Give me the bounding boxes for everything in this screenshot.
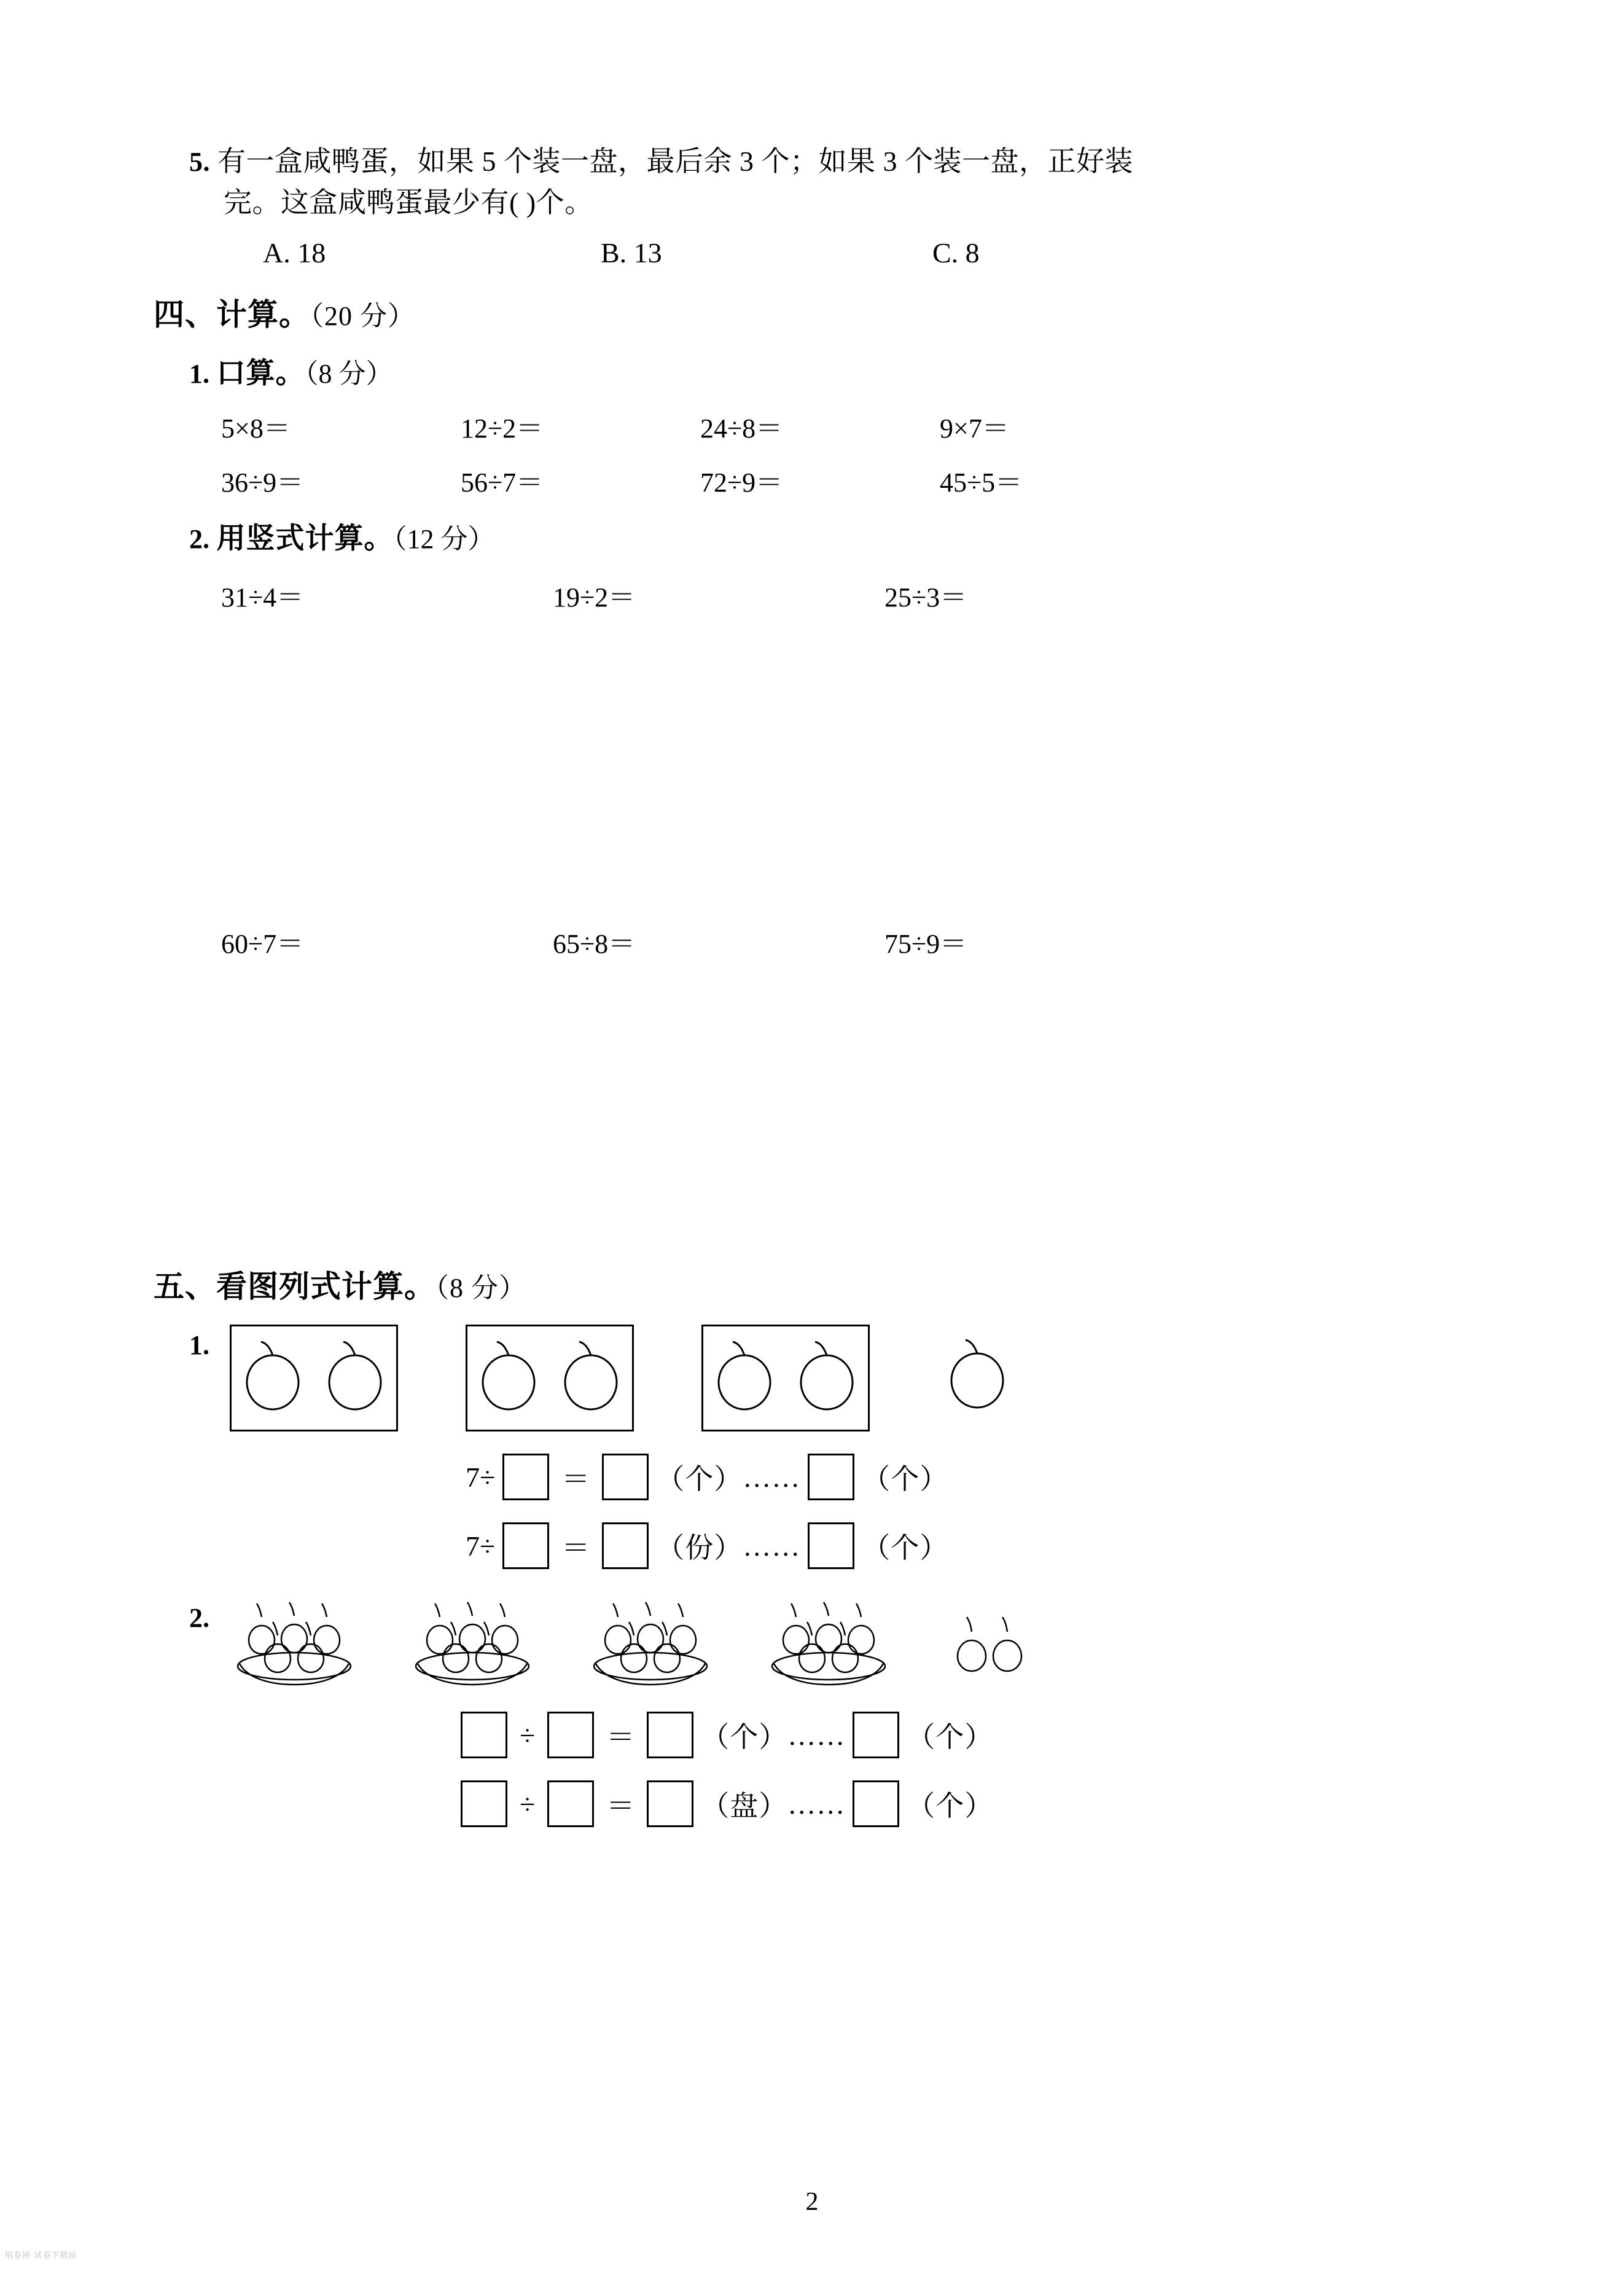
item-1-number: 1. bbox=[189, 1330, 209, 1361]
apple-icon bbox=[475, 1338, 542, 1418]
answer-blank[interactable] bbox=[547, 1712, 594, 1758]
section-5-score: （8 分） bbox=[435, 1273, 526, 1304]
oral-expression: 24÷8＝ bbox=[700, 413, 783, 444]
question-5 bbox=[189, 141, 1474, 269]
question-5-choices bbox=[263, 237, 1474, 269]
eq-dots: …… bbox=[743, 1530, 801, 1562]
answer-blank[interactable] bbox=[502, 1454, 549, 1500]
answer-blank[interactable] bbox=[853, 1712, 899, 1758]
answer-blank[interactable] bbox=[853, 1780, 899, 1827]
eq-unit-2: （个） bbox=[862, 1532, 949, 1564]
oral-expression: 36÷9＝ bbox=[221, 468, 304, 498]
section-4-score: （20 分） bbox=[310, 301, 415, 332]
apple-box bbox=[701, 1325, 870, 1431]
section-4-title-text: 四、计算。 bbox=[154, 297, 310, 332]
answer-blank[interactable] bbox=[461, 1780, 507, 1827]
eq-equals: ＝ bbox=[561, 1463, 590, 1495]
page-number: 2 bbox=[805, 2188, 819, 2216]
plate-with-pears-icon bbox=[408, 1597, 561, 1690]
eq-unit-2: （个） bbox=[907, 1790, 994, 1822]
vertical-expression: 19÷2＝ bbox=[553, 582, 636, 613]
apple-icon bbox=[557, 1338, 625, 1418]
pear-icon bbox=[942, 1597, 1047, 1690]
vertical-expression: 31÷4＝ bbox=[221, 582, 304, 613]
eq-equals: ＝ bbox=[606, 1790, 635, 1822]
oral-expression: 56÷7＝ bbox=[461, 468, 544, 498]
sub-2-number: 2. bbox=[189, 524, 209, 555]
answer-blank[interactable] bbox=[547, 1780, 594, 1827]
oral-row-2 bbox=[221, 460, 1474, 499]
pear-plate bbox=[586, 1597, 740, 1690]
answer-blank[interactable] bbox=[602, 1522, 649, 1569]
item-1-equation-2 bbox=[466, 1522, 1474, 1569]
eq-divide: ÷ bbox=[520, 1719, 536, 1751]
choice-b[interactable]: B. 13 bbox=[601, 237, 662, 269]
work-space-2 bbox=[154, 961, 1474, 1225]
item-1-equation-1 bbox=[466, 1454, 1474, 1500]
pear-illustration bbox=[230, 1597, 1474, 1690]
section-5-item-1 bbox=[189, 1325, 1474, 1569]
apple-icon bbox=[711, 1338, 778, 1418]
item-2-number: 2. bbox=[189, 1603, 209, 1634]
question-5-number: 5. bbox=[189, 147, 210, 177]
loose-pears bbox=[942, 1597, 1047, 1690]
vertical-expression: 60÷7＝ bbox=[221, 929, 304, 960]
question-5-text-1: 有一盒咸鸭蛋，如果 5 个装一盘，最后余 3 个；如果 3 个装一盘，正好装 bbox=[217, 146, 1133, 177]
apple-box bbox=[230, 1325, 398, 1431]
page-content bbox=[154, 141, 1474, 1827]
eq-start: 7÷ bbox=[466, 1530, 496, 1562]
sub-1-number: 1. bbox=[189, 359, 209, 390]
choice-c[interactable]: C. 8 bbox=[932, 237, 980, 269]
eq-divide: ÷ bbox=[520, 1788, 536, 1820]
section-5-item-2 bbox=[189, 1597, 1474, 1827]
pear-plate bbox=[764, 1597, 918, 1690]
section-4-sub-2 bbox=[189, 515, 1474, 557]
sub-1-label: 口算。 bbox=[216, 358, 305, 390]
eq-unit-2: （个） bbox=[862, 1463, 949, 1495]
vertical-expression: 75÷9＝ bbox=[884, 929, 967, 960]
plate-with-pears-icon bbox=[764, 1597, 918, 1690]
answer-blank[interactable] bbox=[602, 1454, 649, 1500]
eq-equals: ＝ bbox=[606, 1721, 635, 1753]
eq-dots: …… bbox=[787, 1788, 846, 1820]
plate-with-pears-icon bbox=[230, 1597, 383, 1690]
pear-plate bbox=[230, 1597, 383, 1690]
section-4 bbox=[154, 290, 1474, 1225]
item-2-equation-2 bbox=[453, 1780, 1474, 1827]
section-5-title-text: 五、看图列式计算。 bbox=[154, 1269, 435, 1304]
section-4-title bbox=[154, 290, 1474, 334]
eq-unit-2: （个） bbox=[907, 1721, 994, 1753]
eq-dots: …… bbox=[743, 1461, 801, 1493]
sub-1-score: （8 分） bbox=[305, 359, 393, 390]
answer-blank[interactable] bbox=[647, 1780, 693, 1827]
eq-equals: ＝ bbox=[561, 1532, 590, 1564]
answer-blank[interactable] bbox=[808, 1454, 854, 1500]
section-5-title bbox=[154, 1262, 1474, 1306]
watermark: 组卷网·试卷下载站 bbox=[5, 2250, 77, 2260]
eq-unit-1: （份） bbox=[656, 1532, 743, 1564]
oral-expression: 9×7＝ bbox=[940, 413, 1009, 444]
item-2-equation-1 bbox=[453, 1712, 1474, 1758]
answer-blank[interactable] bbox=[461, 1712, 507, 1758]
eq-dots: …… bbox=[787, 1719, 846, 1751]
answer-blank[interactable] bbox=[502, 1522, 549, 1569]
vertical-expression: 65÷8＝ bbox=[553, 929, 636, 960]
loose-apple bbox=[937, 1325, 1017, 1428]
apple-icon bbox=[793, 1338, 861, 1418]
question-5-line-1 bbox=[189, 141, 1474, 182]
eq-unit-1: （个） bbox=[656, 1463, 743, 1495]
oral-expression: 72÷9＝ bbox=[700, 468, 783, 498]
pear-plate bbox=[408, 1597, 561, 1690]
section-5 bbox=[154, 1262, 1474, 1827]
eq-unit-1: （盘） bbox=[701, 1790, 788, 1822]
eq-start: 7÷ bbox=[466, 1461, 496, 1493]
answer-blank[interactable] bbox=[647, 1712, 693, 1758]
vertical-row-2 bbox=[221, 922, 1474, 961]
section-4-sub-1 bbox=[189, 350, 1474, 391]
question-5-line-2: 完。这盒咸鸭蛋最少有( )个。 bbox=[224, 186, 593, 218]
answer-blank[interactable] bbox=[808, 1522, 854, 1569]
apple-box bbox=[466, 1325, 634, 1431]
work-space-1 bbox=[154, 614, 1474, 903]
vertical-row-1 bbox=[221, 575, 1474, 614]
oral-expression: 45÷5＝ bbox=[940, 468, 1023, 498]
eq-unit-1: （个） bbox=[701, 1721, 788, 1753]
sub-2-score: （12 分） bbox=[393, 524, 495, 555]
apple-illustration bbox=[230, 1325, 1474, 1431]
apple-icon bbox=[943, 1336, 1011, 1416]
oral-expression: 5×8＝ bbox=[221, 413, 291, 444]
sub-2-label: 用竖式计算。 bbox=[216, 523, 394, 555]
apple-icon bbox=[239, 1338, 306, 1418]
apple-icon bbox=[321, 1338, 389, 1418]
oral-row-1 bbox=[221, 406, 1474, 445]
choice-a[interactable]: A. 18 bbox=[263, 237, 326, 269]
plate-with-pears-icon bbox=[586, 1597, 740, 1690]
oral-expression: 12÷2＝ bbox=[461, 413, 544, 444]
vertical-expression: 25÷3＝ bbox=[884, 582, 967, 613]
